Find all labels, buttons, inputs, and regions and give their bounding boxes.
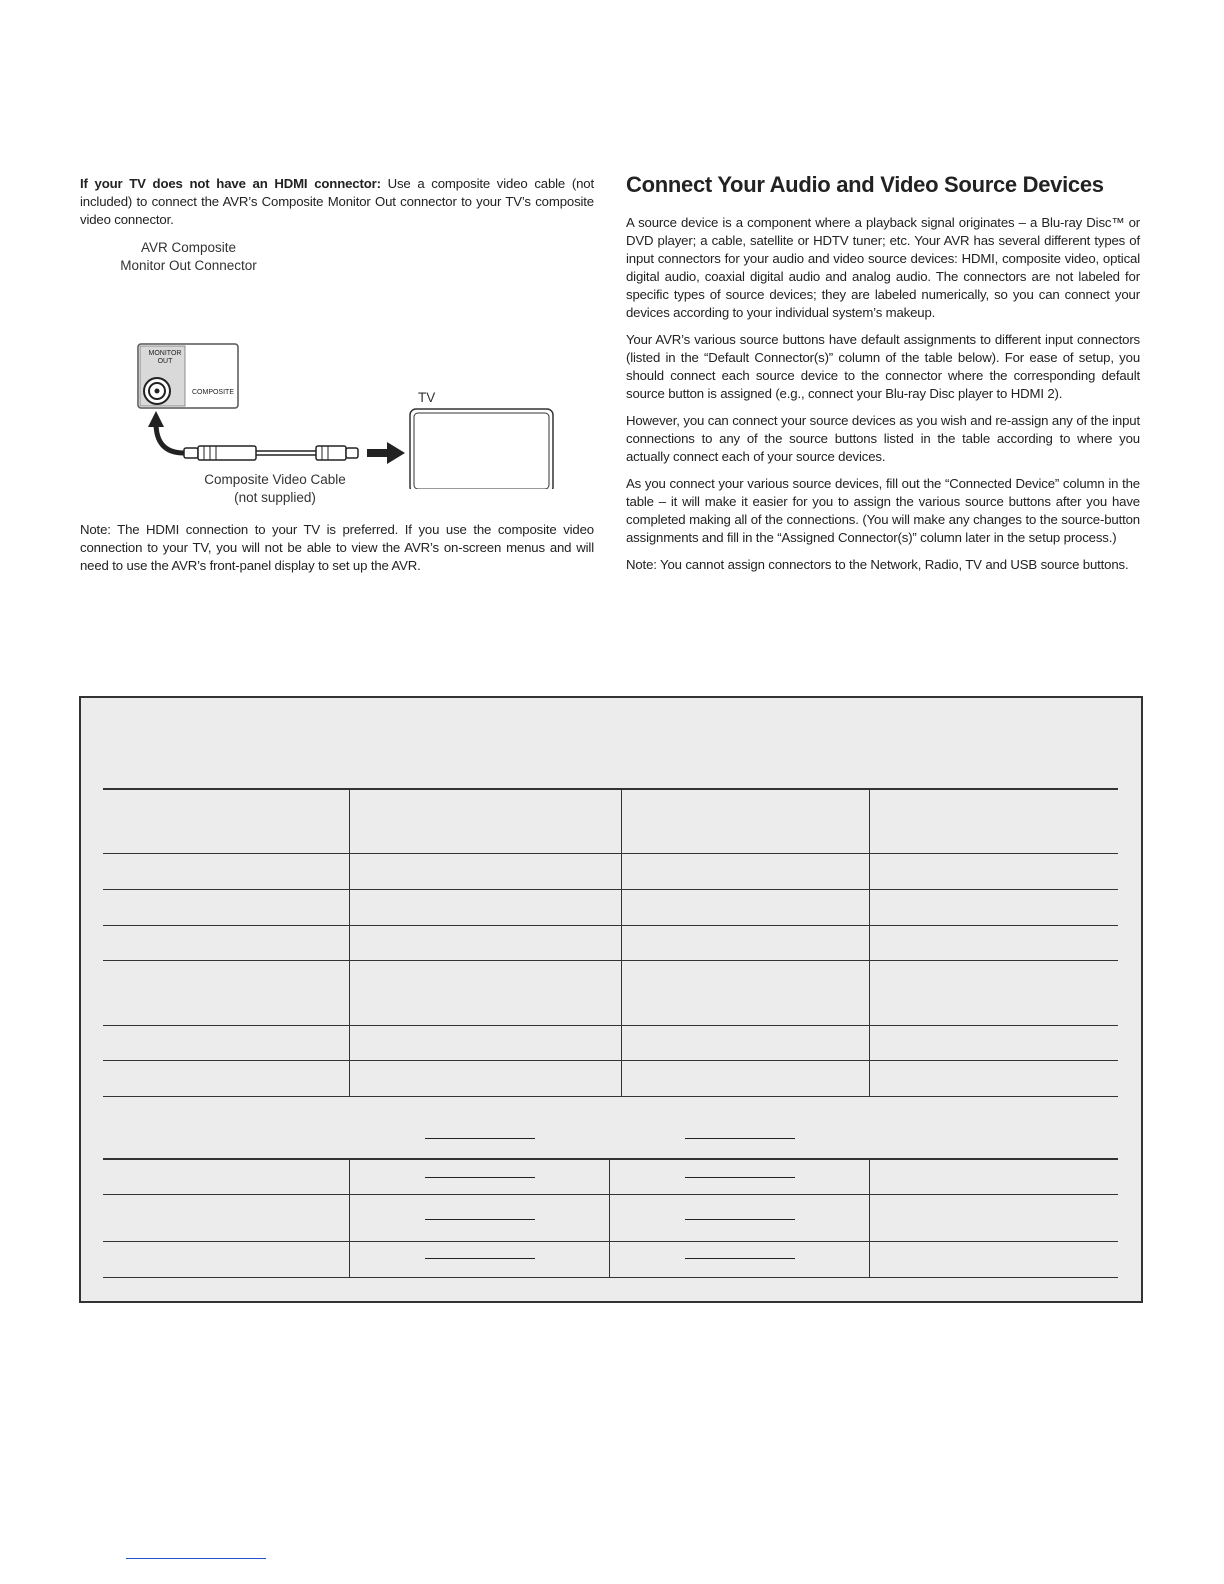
table-section-rule: [103, 1158, 1118, 1160]
tv-label: TV: [418, 390, 436, 405]
table-row-line: [103, 960, 1118, 961]
jack-top-label-1: MONITOR: [148, 350, 182, 357]
table-col-divider: [609, 1160, 610, 1277]
fill-in-blank: [685, 1219, 795, 1220]
table-row-line: [103, 889, 1118, 890]
left-column: [80, 175, 594, 584]
table-row-line: [103, 1241, 1118, 1242]
table-col-divider: [869, 1160, 870, 1277]
paragraph-3: However, you can connect your source devices as you wish and re-assign any of the input connections to any of the source buttons listed in the table according to where you actually connect each of your source devices.: [626, 413, 1140, 464]
table-col-divider: [869, 790, 870, 1096]
cable-label-line-1: Composite Video Cable: [204, 472, 346, 487]
fill-in-blank: [685, 1258, 795, 1259]
footer-link-underline[interactable]: [126, 1558, 266, 1559]
table-row-line: [103, 1096, 1118, 1097]
fill-in-blank: [685, 1177, 795, 1178]
cable-label-line-2: (not supplied): [234, 490, 316, 505]
paragraph-5: Note: You cannot assign connectors to the Network, Radio, TV and USB source buttons.: [626, 557, 1129, 572]
note-paragraph: Note: The HDMI connection to your TV is preferred. If you use the composite video connection to your TV, you will not be able to view the AVR’s on-screen menus and will need to use the AVR’s front-panel display to set up the AVR.: [80, 522, 594, 573]
intro-paragraph: [80, 175, 594, 229]
paragraph-1: A source device is a component where a playback signal originates – a Blu-ray Disc™ or DVD player; a cable, satellite or HDTV tuner; etc. Your AVR has several different types of input connectors for your audio and video source devices: HDMI, composite video, optical digital audio, coaxial digital audio and analog audio. The connectors are not labeled for specific types of source devices; they are labeled numerically, so you can connect your devices according to your individual system’s makeup.: [626, 215, 1140, 320]
connector-label-line-2: Monitor Out Connector: [120, 258, 257, 273]
arrow-head-icon: [148, 411, 164, 427]
intro-text: Use a composite video cable (not included) to connect the AVR’s Composite Monitor Out connector to your TV’s composite video connector.: [80, 176, 594, 227]
table-row-line: [103, 1025, 1118, 1026]
intro-bold: If your TV does not have an HDMI connector:: [80, 176, 381, 191]
table-col-divider: [621, 790, 622, 1096]
fill-in-blank: [425, 1258, 535, 1259]
table-row-line: [103, 853, 1118, 854]
table-row-line: [103, 1194, 1118, 1195]
connector-label-line-1: AVR Composite: [140, 240, 237, 255]
arrow-right-icon: [387, 442, 405, 464]
diagram-art: [80, 239, 594, 489]
cable-label: [195, 471, 355, 507]
fill-in-blank: [425, 1177, 535, 1178]
fill-in-blank: [425, 1219, 535, 1220]
connection-diagram: [80, 239, 594, 505]
tv-icon: [410, 409, 553, 489]
table-row-line: [103, 1060, 1118, 1061]
table-row-line: [103, 1277, 1118, 1278]
table-header-rule: [103, 788, 1118, 790]
table-row-line: [103, 925, 1118, 926]
composite-cable-icon: [184, 446, 358, 460]
table-col-divider: [349, 1160, 350, 1277]
source-assignment-table-panel: [79, 696, 1143, 1303]
fill-in-blank: [685, 1138, 795, 1139]
paragraph-2: Your AVR’s various source buttons have default assignments to different input connectors (listed in the “Default Connector(s)” column of the table below). For ease of setup, you should connect each source device to the connector where the corresponding default source button is assigned (e.g., connect your Blu-ray Disc player to HDMI 2).: [626, 332, 1140, 401]
curved-arrow-icon: [156, 423, 184, 453]
table-col-divider: [349, 790, 350, 1096]
paragraph-4: As you connect your various source devices, fill out the “Connected Device” column in the table – it will make it easier for you to assign the various source buttons after you have completed making all of the connections. (You will make any changes to the source-button assignments and fill in the “Assigned Connector(s)” column later in the setup process.): [626, 476, 1140, 545]
fill-in-blank: [425, 1138, 535, 1139]
right-column: [626, 172, 1140, 583]
jack-side-label: COMPOSITE: [191, 389, 235, 396]
section-heading: Connect Your Audio and Video Source Devices: [626, 172, 1104, 197]
jack-top-label-2: OUT: [157, 358, 173, 365]
arrow-shaft-icon: [367, 449, 389, 457]
